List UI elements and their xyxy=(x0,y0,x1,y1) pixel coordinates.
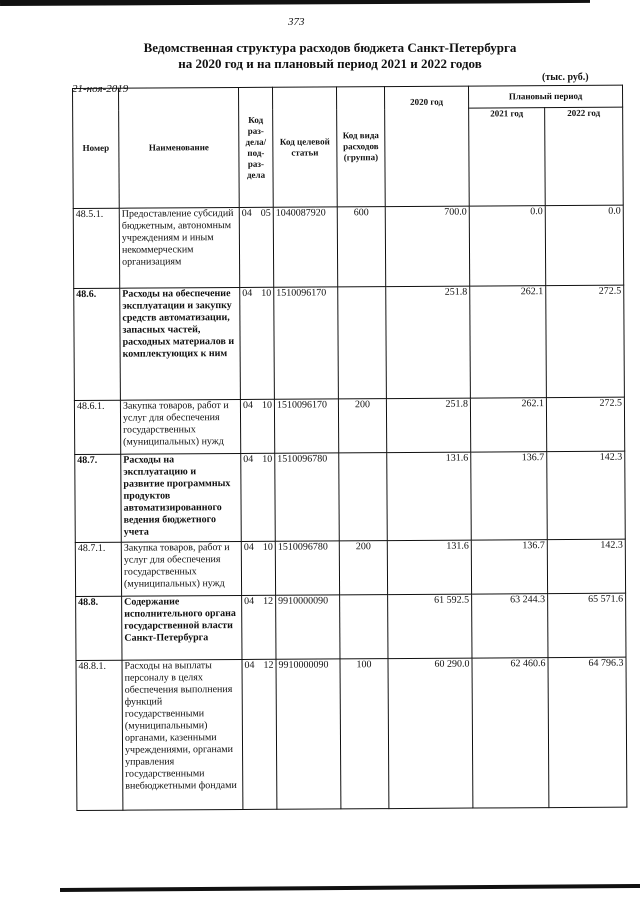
budget-table-wrapper xyxy=(72,85,626,820)
row-name: Закупка товаров, работ и услуг для обеспечения государственных (муниципальных) нужд xyxy=(121,541,241,596)
header-name: Наименование xyxy=(119,87,240,208)
row-name: Расходы на эксплуатацию и развитие программных продуктов автоматизированного ведения бюджетного учета xyxy=(121,453,242,542)
table-row xyxy=(75,451,626,542)
title-line-1: Ведомственная структура расходов бюджета Санкт-Петербурга xyxy=(143,40,517,55)
row-podrazdel-code: 10 xyxy=(261,399,272,411)
row-razdel-code: 04 xyxy=(241,207,252,219)
unit-label: (тыс. руб.) xyxy=(542,72,589,83)
header-number: Номер xyxy=(73,88,120,208)
table-body xyxy=(73,205,627,810)
row-value-2020: 251.8 xyxy=(386,286,471,399)
table-row xyxy=(75,539,625,596)
row-expense-type: 200 xyxy=(339,541,387,595)
table-row xyxy=(76,657,627,810)
row-value-2020: 131.6 xyxy=(387,540,471,595)
row-value-2020: 60 290.0 xyxy=(388,658,473,809)
row-value-2021: 136.7 xyxy=(471,452,548,540)
row-section-code xyxy=(240,399,274,453)
row-podrazdel-code: 10 xyxy=(261,287,272,299)
row-expense-type xyxy=(339,453,388,541)
row-value-2022: 65 571.6 xyxy=(548,593,626,657)
row-expense-type: 200 xyxy=(338,399,386,453)
row-value-2021: 63 244.3 xyxy=(472,594,548,658)
row-target-code: 9910000090 xyxy=(276,595,340,659)
header-target-code: Код целевой статьи xyxy=(272,87,337,207)
row-number: 48.8.1. xyxy=(76,660,123,810)
row-section-code xyxy=(241,453,276,541)
row-value-2022: 142.3 xyxy=(547,451,626,539)
row-target-code: 1510096170 xyxy=(274,399,338,453)
row-number: 48.6.1. xyxy=(74,400,120,454)
document-date: 21-ноя-2019 xyxy=(72,83,129,95)
table-header xyxy=(73,85,624,208)
row-podrazdel-code: 05 xyxy=(260,207,271,219)
row-expense-type xyxy=(338,287,387,399)
budget-table xyxy=(72,85,627,811)
row-value-2022: 0.0 xyxy=(545,205,623,285)
row-razdel-code: 04 xyxy=(244,595,255,607)
row-podrazdel-code: 10 xyxy=(262,541,273,553)
row-razdel-code: 04 xyxy=(242,287,253,299)
table-row xyxy=(74,397,624,454)
row-target-code: 1510096780 xyxy=(275,453,340,541)
header-planned-period: Плановый период xyxy=(468,85,622,108)
bottom-edge-line xyxy=(60,884,640,892)
row-podrazdel-code: 12 xyxy=(263,595,274,607)
row-section-code xyxy=(239,207,273,287)
row-name: Содержание исполнительного органа государственной власти Санкт-Петербурга xyxy=(122,595,242,660)
row-target-code: 1510096170 xyxy=(274,287,339,399)
header-expense-type-code: Код вида расходов (группа) xyxy=(336,87,385,207)
row-value-2022: 142.3 xyxy=(547,539,625,593)
row-razdel-code: 04 xyxy=(243,453,254,465)
page-number: 373 xyxy=(288,16,305,28)
row-value-2020: 61 592.5 xyxy=(388,594,472,659)
row-value-2022: 64 796.3 xyxy=(548,657,627,807)
row-number: 48.5.1. xyxy=(73,208,119,288)
row-number: 48.7.1. xyxy=(75,542,121,596)
row-section-code xyxy=(240,287,275,399)
row-expense-type xyxy=(340,595,388,659)
table-row xyxy=(76,593,626,660)
row-value-2022: 272.5 xyxy=(546,285,625,397)
row-value-2021: 136.7 xyxy=(471,540,547,594)
table-row xyxy=(74,285,625,400)
row-number: 48.8. xyxy=(76,596,122,660)
row-razdel-code: 04 xyxy=(244,659,255,671)
row-target-code: 1040087920 xyxy=(273,207,337,287)
header-2022: 2022 год xyxy=(545,107,624,205)
row-value-2021: 262.1 xyxy=(470,398,546,452)
row-podrazdel-code: 12 xyxy=(263,659,274,671)
document-title xyxy=(120,40,540,72)
row-expense-type: 100 xyxy=(340,659,389,809)
row-name: Закупка товаров, работ и услуг для обеспечения государственных (муниципальных) нужд xyxy=(120,399,240,454)
row-number: 48.6. xyxy=(74,288,121,400)
row-value-2020: 251.8 xyxy=(386,398,470,453)
row-value-2021: 262.1 xyxy=(470,286,547,398)
row-value-2020: 131.6 xyxy=(387,452,472,541)
row-value-2020: 700.0 xyxy=(385,206,469,287)
row-value-2021: 62 460.6 xyxy=(472,658,549,808)
row-razdel-code: 04 xyxy=(243,541,254,553)
row-podrazdel-code: 10 xyxy=(262,453,273,465)
title-line-2: на 2020 год и на плановый период 2021 и 2022 годов xyxy=(178,56,482,71)
row-number: 48.7. xyxy=(75,454,122,542)
table-row xyxy=(73,205,623,288)
row-value-2022: 272.5 xyxy=(546,397,624,451)
row-name: Предоставление субсидий бюджетным, автономным учреждениям и иным некоммерческим организациям xyxy=(119,207,239,288)
row-target-code: 1510096780 xyxy=(275,541,339,595)
row-section-code xyxy=(242,659,277,809)
row-section-code xyxy=(242,595,276,659)
row-razdel-code: 04 xyxy=(242,399,253,411)
header-section-code: Код раз- дела/ под- раз- дела xyxy=(238,87,273,207)
top-edge-line xyxy=(0,0,590,6)
row-name: Расходы на выплаты персоналу в целях обеспечения выполнения функций государственными (муниципальными) органами, казенными учреждениями, органами управления государственными внебюджетными фондами xyxy=(122,659,243,810)
row-target-code: 9910000090 xyxy=(276,659,341,809)
row-expense-type: 600 xyxy=(337,207,385,287)
header-2021: 2021 год xyxy=(469,108,546,206)
row-value-2021: 0.0 xyxy=(469,206,545,286)
row-section-code xyxy=(241,541,275,595)
row-name: Расходы на обеспечение эксплуатации и закупку средств автоматизации, запасных частей, расходных материалов и комплектующих к ним xyxy=(120,287,241,400)
header-2020: 2020 год xyxy=(384,86,469,207)
